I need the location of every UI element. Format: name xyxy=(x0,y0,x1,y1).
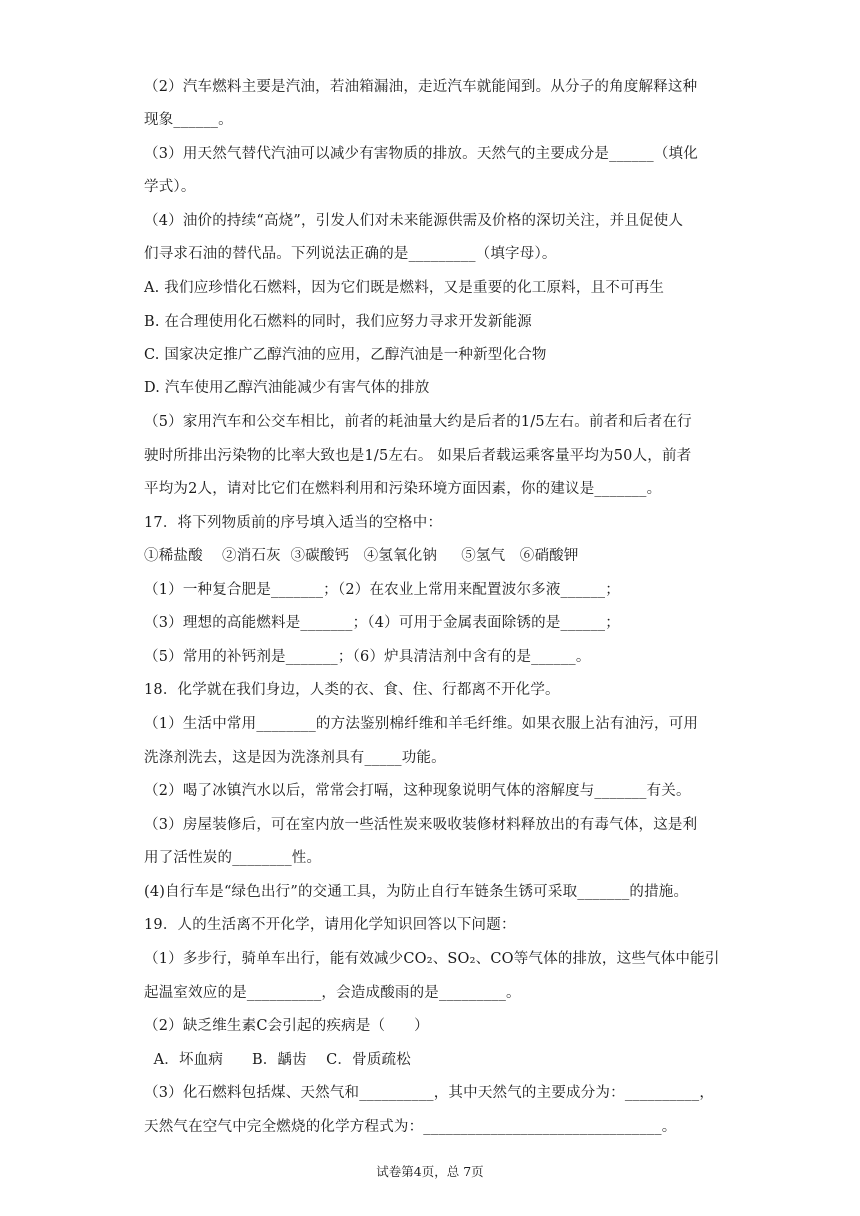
question-heading: 18．化学就在我们身边，人类的衣、食、住、行都离不开化学。 xyxy=(144,682,560,698)
text-line: 用了活性炭的________性。 xyxy=(144,850,322,866)
text-line: （5）常用的补钙剂是_______；（6）炉具清洁剂中含有的是______。 xyxy=(144,649,591,665)
text-line: （2）汽车燃料主要是汽油，若油箱漏油，走近汽车就能闻到。从分子的角度解释这种 xyxy=(144,79,698,95)
text-line: （1）一种复合肥是_______；（2）在农业上常用来配置波尔多液______； xyxy=(144,582,620,598)
text-line: 天然气在空气中完全燃烧的化学方程式为：________________________________。 xyxy=(144,1119,677,1135)
text-line: C. 国家决定推广乙醇汽油的应用，乙醇汽油是一种新型化合物 xyxy=(144,347,547,363)
text-line: 现象______。 xyxy=(144,112,233,128)
text-line: B. 在合理使用化石燃料的同时，我们应努力寻求开发新能源 xyxy=(144,314,532,330)
text-line: D. 汽车使用乙醇汽油能减少有害气体的排放 xyxy=(144,380,430,396)
text-line: 驶时所排出污染物的比率大致也是1/5左右。 如果后者载运乘客量平均为50人，前者 xyxy=(144,448,692,464)
text-line: 洗涤剂洗去，这是因为洗涤剂具有_____功能。 xyxy=(144,750,446,766)
page-footer: 试卷第4页，总 7页 xyxy=(376,1164,484,1179)
question-heading: 17．将下列物质前的序号填入适当的空格中： xyxy=(144,515,443,531)
text-line: 学式）。 xyxy=(144,179,196,195)
text-line: （3）化石燃料包括煤、天然气和__________，其中天然气的主要成分为：__________， xyxy=(144,1085,715,1101)
text-line: （2）喝了冰镇汽水以后，常常会打嗝，这种现象说明气体的溶解度与_______有关。 xyxy=(144,783,691,799)
text-line: （3）用天然气替代汽油可以减少有害物质的排放。天然气的主要成分是______（填化 xyxy=(144,146,698,162)
text-line: （3）房屋装修后，可在室内放一些活性炭来吸收装修材料释放出的有毒气体，这是利 xyxy=(144,817,698,833)
text-line: （1）生活中常用________的方法鉴别棉纤维和羊毛纤维。如果衣服上沾有油污，可用 xyxy=(144,716,699,732)
text-line: 们寻求石油的替代品。下列说法正确的是_________（填字母）。 xyxy=(144,246,557,262)
text-line: A．坏血病 B．龋齿 C．骨质疏松 xyxy=(144,1052,411,1068)
text-line: A. 我们应珍惜化石燃料，因为它们既是燃料，又是重要的化工原料，且不可再生 xyxy=(144,280,665,296)
text-line: ①稀盐酸 ②消石灰 ③碳酸钙 ④氢氧化钠 ⑤氢气 ⑥硝酸钾 xyxy=(144,548,579,564)
text-line: （1）多步行，骑单车出行，能有效减少CO₂、SO₂、CO等气体的排放，这些气体中能引 xyxy=(144,951,720,967)
text-line: （4）油价的持续“高烧”，引发人们对未来能源供需及价格的深切关注，并且促使人 xyxy=(144,213,684,229)
text-line: 起温室效应的是__________，会造成酸雨的是_________。 xyxy=(144,985,521,1001)
text-line: （2）缺乏维生素C会引起的疾病是（ ） xyxy=(144,1018,429,1034)
text-line: 平均为2人，请对比它们在燃料利用和污染环境方面因素，你的建议是_______。 xyxy=(144,481,662,497)
question-heading: 19．人的生活离不开化学，请用化学知识回答以下问题： xyxy=(144,917,516,933)
text-line: （3）理想的高能燃料是_______；（4）可用于金属表面除锈的是______； xyxy=(144,615,620,631)
text-line: (4)自行车是“绿色出行”的交通工具，为防止自行车链条生锈可采取_______的措施。 xyxy=(144,884,689,900)
text-line: （5）家用汽车和公交车相比，前者的耗油量大约是后者的1/5左右。前者和后者在行 xyxy=(144,414,692,430)
